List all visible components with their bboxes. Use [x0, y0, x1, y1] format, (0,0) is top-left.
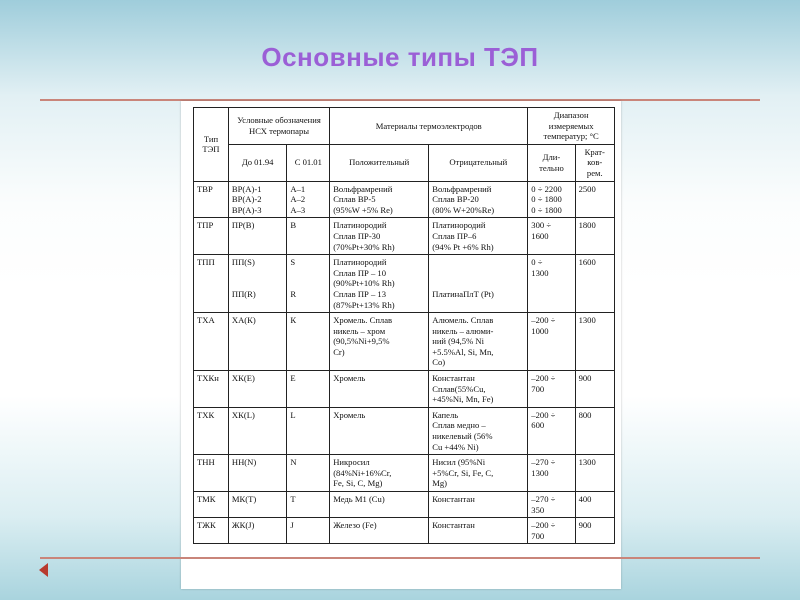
- cell-new-designation: S R: [287, 255, 330, 313]
- cell-type: ТЖК: [194, 518, 229, 544]
- cell-negative: Нисил (95%Ni +5%Cr, Si, Fe, C, Mg): [429, 455, 528, 492]
- slide-title: Основные типы ТЭП: [261, 42, 539, 72]
- cell-range-long: –270 ÷ 1300: [528, 455, 575, 492]
- cell-negative: Константан Сплав(55%Cu, +45%Ni, Mn, Fe): [429, 371, 528, 408]
- cell-range-long: –200 ÷ 700: [528, 371, 575, 408]
- cell-negative: Константан: [429, 518, 528, 544]
- table-row: [194, 407, 615, 454]
- table-row: [194, 455, 615, 492]
- cell-new-designation: J: [287, 518, 330, 544]
- cell-positive: Платинородий Сплав ПР – 10 (90%Pt+10% Rh) Сплав ПР – 13 (87%Pt+13% Rh): [330, 255, 429, 313]
- cell-negative: Константан: [429, 492, 528, 518]
- cell-range-short: 2500: [575, 181, 614, 218]
- cell-old-designation: ХК(Е): [228, 371, 287, 408]
- cell-negative: Алюмель. Сплав никель – алюми- ний (94,5% Ni +5.5%Al, Si, Mn, Co): [429, 313, 528, 371]
- table-row: [194, 255, 615, 313]
- table-row: [194, 313, 615, 371]
- cell-type: ТХА: [194, 313, 229, 371]
- cell-range-short: 1300: [575, 455, 614, 492]
- header-type: Тип ТЭП: [194, 108, 229, 182]
- scanned-table-image: [181, 101, 621, 589]
- table-row: [194, 518, 615, 544]
- cell-old-designation: ЖК(J): [228, 518, 287, 544]
- header-range: Диапазон измеряемых температур; °С: [528, 108, 615, 145]
- cell-positive: Железо (Fe): [330, 518, 429, 544]
- cell-new-designation: Т: [287, 492, 330, 518]
- cell-type: ТВР: [194, 181, 229, 218]
- cell-old-designation: ХК(L): [228, 407, 287, 454]
- cell-type: ТХК: [194, 407, 229, 454]
- cell-type: ТНН: [194, 455, 229, 492]
- cell-range-short: 400: [575, 492, 614, 518]
- bottom-divider: [40, 557, 760, 559]
- cell-new-designation: Е: [287, 371, 330, 408]
- header-short: Крат- ков- рем.: [575, 144, 614, 181]
- cell-old-designation: НН(N): [228, 455, 287, 492]
- cell-negative: Платинородий Сплав ПР–6 (94% Pt +6% Rh): [429, 218, 528, 255]
- cell-range-short: 900: [575, 371, 614, 408]
- cell-negative: Капель Сплав медно – никелевый (56% Cu +44% Ni): [429, 407, 528, 454]
- cell-type: ТПР: [194, 218, 229, 255]
- cell-old-designation: МК(Т): [228, 492, 287, 518]
- cell-new-designation: L: [287, 407, 330, 454]
- cell-range-short: 1300: [575, 313, 614, 371]
- table-row: [194, 218, 615, 255]
- cell-new-designation: В: [287, 218, 330, 255]
- cell-negative: Вольфрамрений Сплав ВР-20 (80% W+20%Re): [429, 181, 528, 218]
- cell-range-short: 1600: [575, 255, 614, 313]
- cell-range-long: –200 ÷ 1000: [528, 313, 575, 371]
- cell-old-designation: ХА(К): [228, 313, 287, 371]
- cell-positive: Платинородий Сплав ПР-30 (70%Pt+30% Rh): [330, 218, 429, 255]
- cell-range-long: –200 ÷ 700: [528, 518, 575, 544]
- cell-new-designation: N: [287, 455, 330, 492]
- cell-positive: Медь М1 (Cu): [330, 492, 429, 518]
- cell-positive: Никросил (84%Ni+16%Cr, Fe, Si, C, Mg): [330, 455, 429, 492]
- table-row: [194, 371, 615, 408]
- cell-range-short: 900: [575, 518, 614, 544]
- header-since: С 01.01: [287, 144, 330, 181]
- cell-range-long: –270 ÷ 350: [528, 492, 575, 518]
- cell-positive: Хромель: [330, 407, 429, 454]
- cell-range-short: 1800: [575, 218, 614, 255]
- cell-range-long: –200 ÷ 600: [528, 407, 575, 454]
- table-row: [194, 181, 615, 218]
- cell-positive: Хромель: [330, 371, 429, 408]
- cell-new-designation: К: [287, 313, 330, 371]
- table-row: [194, 492, 615, 518]
- triangle-left-icon[interactable]: [39, 563, 48, 577]
- cell-range-long: 0 ÷ 1300: [528, 255, 575, 313]
- header-before: До 01.94: [228, 144, 287, 181]
- cell-old-designation: ВР(А)-1 ВР(А)-2 ВР(А)-3: [228, 181, 287, 218]
- header-negative: Отрицательный: [429, 144, 528, 181]
- cell-new-designation: А–1 А–2 А–3: [287, 181, 330, 218]
- cell-type: ТХКн: [194, 371, 229, 408]
- cell-type: ТПП: [194, 255, 229, 313]
- cell-range-short: 800: [575, 407, 614, 454]
- cell-positive: Хромель. Сплав никель – хром (90,5%Ni+9,5% Cr): [330, 313, 429, 371]
- header-designations: Условные обозначения НСХ термопары: [228, 108, 329, 145]
- cell-positive: Вольфрамрений Сплав ВР-5 (95%W +5% Re): [330, 181, 429, 218]
- cell-type: ТМК: [194, 492, 229, 518]
- cell-range-long: 0 ÷ 2200 0 ÷ 1800 0 ÷ 1800: [528, 181, 575, 218]
- cell-range-long: 300 ÷ 1600: [528, 218, 575, 255]
- cell-old-designation: ПР(В): [228, 218, 287, 255]
- header-materials: Материалы термоэлектродов: [330, 108, 528, 145]
- thermocouple-types-table: [193, 107, 615, 544]
- cell-negative: ПлатинаПлТ (Pt): [429, 255, 528, 313]
- header-long: Дли- тельно: [528, 144, 575, 181]
- cell-old-designation: ПП(S) ПП(R): [228, 255, 287, 313]
- header-positive: Положительный: [330, 144, 429, 181]
